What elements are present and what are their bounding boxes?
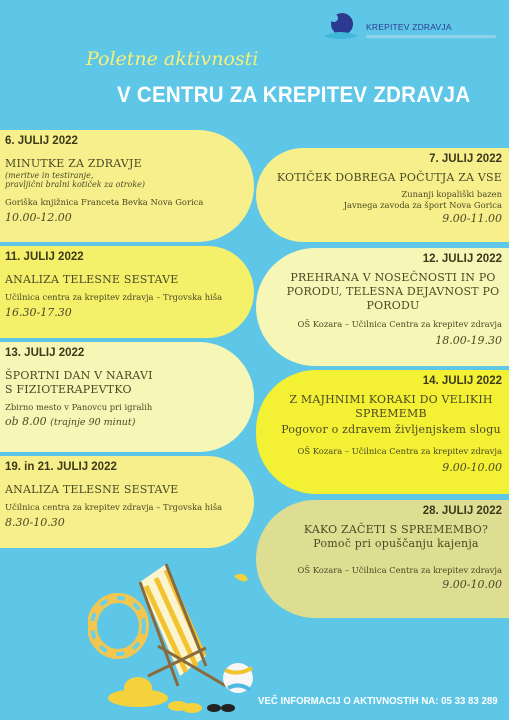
logo — [318, 8, 503, 52]
event-date: 19. in 21. JULIJ 2022 — [5, 461, 117, 473]
event-place: Učilnica centra za krepitev zdravja – Trgovska hiša — [5, 291, 223, 302]
event-title: PREHRANA V NOSEČNOSTI IN PO — [290, 271, 496, 284]
event-date: 6. JULIJ 2022 — [5, 135, 78, 147]
event-time: 16.30-17.30 — [5, 305, 72, 319]
event-time: 9.00-10.00 — [442, 461, 502, 475]
page-title: V CENTRU ZA KREPITEV ZDRAVJA — [117, 82, 471, 107]
event-date: 12. JULIJ 2022 — [422, 253, 502, 265]
event-date: 11. JULIJ 2022 — [5, 251, 84, 263]
event-note: (meritve in testiranje, — [5, 170, 94, 180]
event-place: Javnega zavoda za šport Nova Gorica — [343, 199, 502, 210]
health-center-logo-icon — [320, 10, 360, 48]
event-place: OŠ Kozara – Učilnica Centra za krepitev zdravja — [297, 319, 502, 330]
event-title: MINUTKE ZA ZDRAVJE — [5, 157, 142, 170]
event-place: Učilnica centra za krepitev zdravja – Trgovska hiša — [5, 501, 223, 512]
event-card-19-21-july — [0, 456, 254, 548]
event-title: ANALIZA TELESNE SESTAVE — [5, 273, 179, 286]
event-card-11-july — [0, 246, 254, 338]
event-note: pravljični bralni kotiček za otroke) — [5, 179, 146, 189]
event-subtitle: Pomoč pri opuščanju kajenja — [313, 536, 479, 550]
event-title: KAKO ZAČETI S SPREMEMBO? — [303, 523, 489, 536]
event-title: S FIZIOTERAPEVTKO — [5, 382, 132, 396]
event-place: Goriška knjižnica Franceta Bevka Nova Gorica — [5, 197, 204, 208]
event-place: OŠ Kozara – Učilnica Centra za krepitev zdravja — [297, 564, 502, 575]
event-title: ŠPORTNI DAN V NARAVI — [5, 369, 153, 382]
event-card-13-july — [0, 342, 254, 452]
beach-chair-illustration — [88, 556, 258, 720]
event-title: PORODU, TELESNA DEJAVNOST PO — [286, 284, 500, 298]
event-date: 28. JULIJ 2022 — [422, 505, 502, 517]
event-card-14-july — [256, 370, 509, 494]
event-title: PORODU — [366, 298, 420, 312]
event-title: KOTIČEK DOBREGA POČUTJA ZA VSE — [276, 171, 502, 184]
event-place: OŠ Kozara – Učilnica Centra za krepitev zdravja — [297, 446, 502, 457]
event-card-28-july — [256, 500, 509, 618]
event-title: ANALIZA TELESNE SESTAVE — [5, 483, 179, 496]
event-subtitle: Pogovor o zdravem življenjskem slogu — [281, 422, 501, 436]
event-card-6-july — [0, 130, 254, 242]
event-time: 10.00-12.00 — [5, 211, 72, 225]
event-date: 14. JULIJ 2022 — [422, 375, 502, 387]
event-date: 7. JULIJ 2022 — [429, 153, 502, 165]
event-date: 13. JULIJ 2022 — [5, 347, 85, 359]
event-place: Zbirno mesto v Panovcu pri igralih — [5, 401, 153, 412]
event-place: Zunanji kopališki bazen — [401, 188, 502, 199]
event-time-start: ob 8.00 — [5, 415, 47, 429]
event-title: SPREMEMB — [355, 406, 427, 420]
event-time: 9.00-10.00 — [442, 578, 502, 592]
logo-text: KREPITEV ZDRAVJA — [366, 22, 452, 32]
event-card-7-july — [256, 148, 509, 242]
contact-info: VEČ INFORMACIJ O AKTIVNOSTIH NA: 05 33 83 289 — [258, 695, 498, 707]
event-time: 18.00-19.30 — [435, 334, 502, 348]
event-duration: (trajnje 90 minut) — [50, 417, 136, 429]
event-card-12-july — [256, 248, 509, 366]
event-time: 9.00-11.00 — [442, 211, 502, 225]
event-time: 8.30-10.30 — [5, 515, 65, 529]
page-subtitle: Poletne aktivnosti — [86, 48, 259, 70]
event-title: Z MAJHNIMI KORAKI DO VELIKIH — [289, 393, 493, 406]
event-time — [5, 415, 246, 428]
logo-underline — [366, 35, 496, 38]
